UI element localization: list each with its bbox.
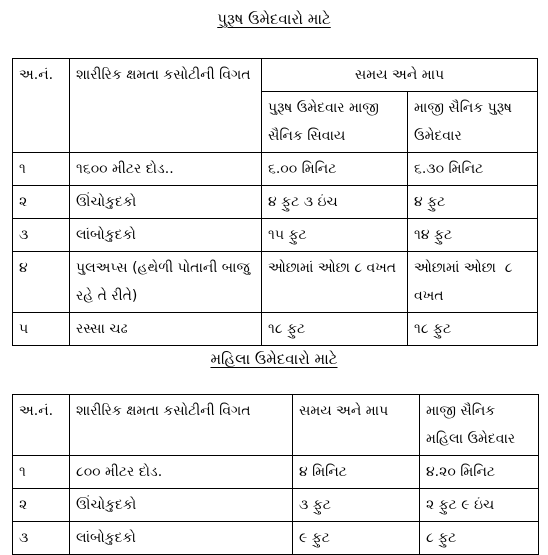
- detail-cell: પુલઅપ્સ (હથેળી પોતાની બાજુ રહે તે રીતે): [70, 252, 262, 313]
- detail-cell: લાંબોકુદકો: [70, 522, 293, 555]
- ex-value-cell: ૨ ફુટ ૯ ઇંચ: [420, 489, 539, 522]
- table-row: [13, 313, 538, 346]
- time-value-cell: ૯ ફુટ: [293, 522, 420, 555]
- column-header-time-measure: સમય અને માપ: [262, 59, 538, 92]
- serial-cell: ૩: [13, 522, 70, 555]
- ex-value-cell: ૮ ફુટ: [420, 522, 539, 555]
- serial-cell: ૪: [13, 252, 70, 313]
- table-header-row: [13, 59, 538, 92]
- men-value-cell: ૪ ફુટ ૩ ઇંચ: [262, 186, 408, 219]
- serial-cell: ૨: [13, 186, 70, 219]
- table-row: [13, 489, 539, 522]
- column-header-men: પુરૂષ ઉમેદવાર માજી સૈનિક સિવાય: [262, 92, 408, 153]
- table-row: [13, 219, 538, 252]
- column-header-serial: અ.નં.: [13, 59, 70, 153]
- table-row: [13, 186, 538, 219]
- detail-cell: ૧૬૦૦ મીટર દોડ..: [70, 153, 262, 186]
- women-section-title: મહિલા ઉમેદવારો માટે: [210, 350, 338, 368]
- men-requirements-table: [12, 58, 538, 346]
- column-header-ex-servicewomen: માજી સૈનિક મહિલા ઉમેદવાર: [420, 395, 539, 456]
- men-value-cell: ૬.૦૦ મિનિટ: [262, 153, 408, 186]
- detail-cell: લાંબોકુદકો: [70, 219, 262, 252]
- detail-cell: રસ્સા ચઢ: [70, 313, 262, 346]
- table-row: [13, 522, 539, 555]
- table-row: [13, 153, 538, 186]
- men-value-cell: ૧૮ ફુટ: [262, 313, 408, 346]
- serial-cell: ૩: [13, 219, 70, 252]
- ex-value-cell: ૬.૩૦ મિનિટ: [408, 153, 538, 186]
- time-value-cell: ૩ ફુટ: [293, 489, 420, 522]
- men-section-title: પુરૂષ ઉમેદવારો માટે: [217, 10, 331, 28]
- serial-cell: ૧: [13, 456, 70, 489]
- ex-value-cell: ૧૪ ફુટ: [408, 219, 538, 252]
- serial-cell: ૫: [13, 313, 70, 346]
- serial-cell: ૨: [13, 489, 70, 522]
- column-header-time-measure: સમય અને માપ: [293, 395, 420, 456]
- men-value-cell: ઓછામાં ઓછા ૮ વખત: [262, 252, 408, 313]
- table-row: [13, 456, 539, 489]
- serial-cell: ૧: [13, 153, 70, 186]
- ex-value-cell: ઓછામાં ઓછા ૮ વખત: [408, 252, 538, 313]
- table-row: [13, 252, 538, 313]
- women-requirements-table: [12, 394, 539, 555]
- column-header-ex-servicemen: માજી સૈનિક પુરૂષ ઉમેદવાર: [408, 92, 538, 153]
- ex-value-cell: ૪.૨૦ મિનિટ: [420, 456, 539, 489]
- table-header-row: [13, 395, 539, 456]
- ex-value-cell: ૧૮ ફુટ: [408, 313, 538, 346]
- detail-cell: ઊંચોકુદકો: [70, 489, 293, 522]
- column-header-serial: અ.નં.: [13, 395, 70, 456]
- column-header-detail: શારીરિક ક્ષમતા કસોટીની વિગત: [70, 395, 293, 456]
- detail-cell: ૮૦૦ મીટર દોડ.: [70, 456, 293, 489]
- men-value-cell: ૧૫ ફુટ: [262, 219, 408, 252]
- time-value-cell: ૪ મિનિટ: [293, 456, 420, 489]
- column-header-detail: શારીરિક ક્ષમતા કસોટીની વિગત: [70, 59, 262, 153]
- ex-value-cell: ૪ ફુટ: [408, 186, 538, 219]
- detail-cell: ઊંચોકુદકો: [70, 186, 262, 219]
